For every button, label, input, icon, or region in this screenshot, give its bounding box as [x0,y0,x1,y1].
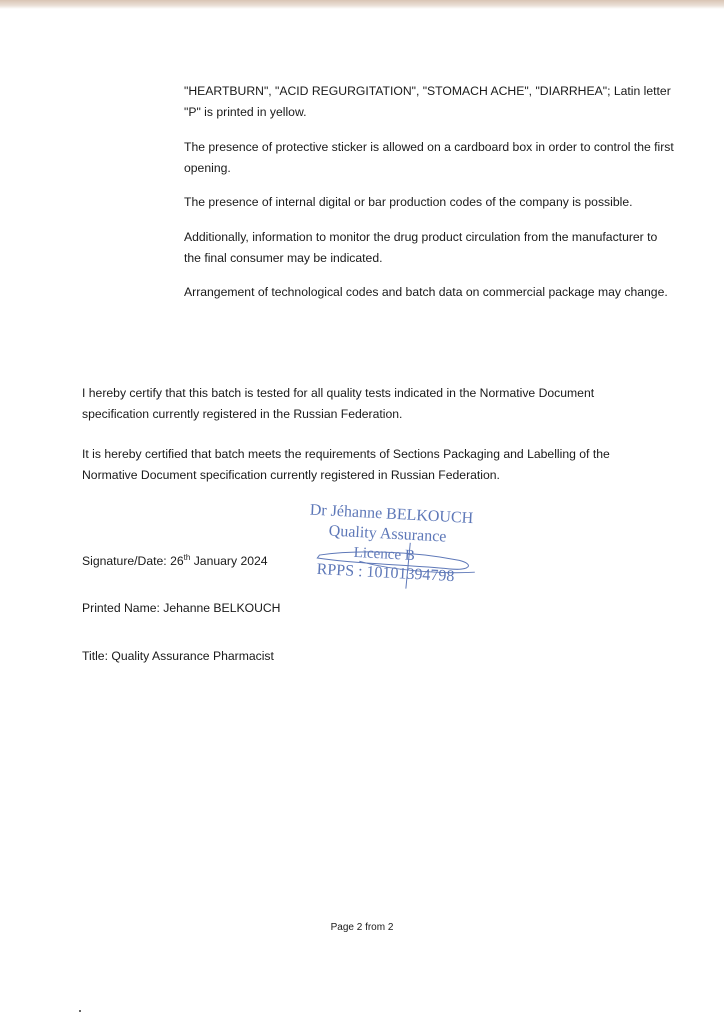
scan-top-edge [0,0,724,9]
signature-day-suffix: th [183,553,191,562]
packaging-paragraph-2: The presence of protective sticker is allowed on a cardboard box in order to control the first opening. [184,140,674,175]
certification-statement-2: It is hereby certified that batch meets the requirements of Sections Packaging and Labelling of the Normative Document specification currently registered in Russian Federation. [82,447,610,482]
scan-speck [79,1010,81,1012]
printed-name: Printed Name: Jehanne BELKOUCH [82,601,281,615]
signature-day: 26 [170,554,184,569]
stamp-rpps: RPPS : 10101394798 [316,560,455,586]
packaging-paragraph-3: The presence of internal digital or bar production codes of the company is possible. [184,195,633,209]
packaging-paragraph-4: Additionally, information to monitor the drug product circulation from the manufacturer to the final consumer may be indicated. [184,230,658,265]
signature-label: Signature/Date: [82,554,171,569]
title-line: Title: Quality Assurance Pharmacist [82,649,274,663]
signature-date [82,553,268,568]
quality-assurance-stamp [298,495,493,600]
page-number: Page 2 from 2 [330,922,394,933]
stamp-licence: Licence B [353,544,416,565]
signature-month-year: January 2024 [190,554,268,569]
stamp-name: Dr Jéhanne BELKOUCH [309,501,474,528]
stamp-role: Quality Assurance [328,522,447,546]
packaging-paragraph-5: Arrangement of technological codes and batch data on commercial package may change. [184,285,668,299]
packaging-paragraph-1: "HEARTBURN", "ACID REGURGITATION", "STOMACH ACHE", "DIARRHEA"; Latin letter "P" is printed in yellow. [184,84,671,119]
certification-statement-1: I hereby certify that this batch is tested for all quality tests indicated in the Normative Document specification currently registered in the Russian Federation. [82,386,595,421]
